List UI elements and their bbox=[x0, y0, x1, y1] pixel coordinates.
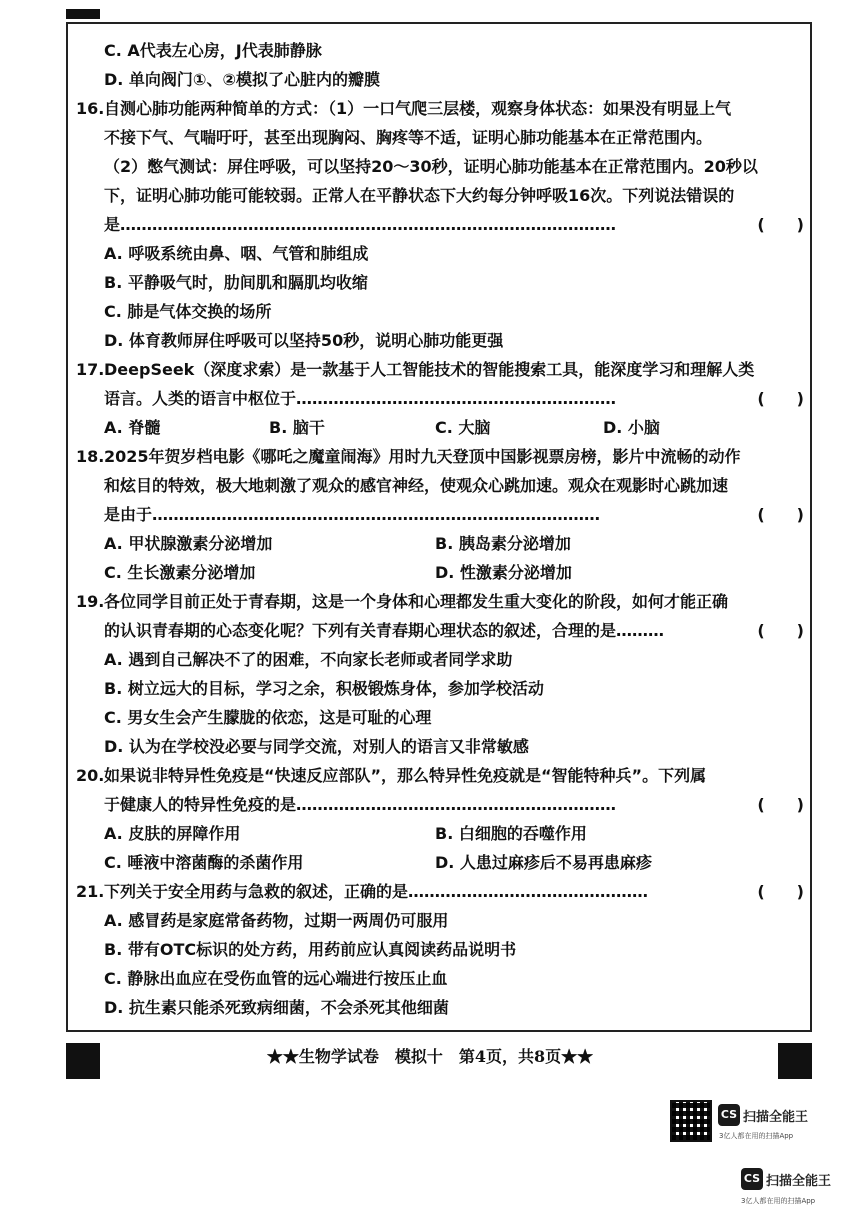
question-number: 17. bbox=[76, 360, 105, 379]
options-row bbox=[104, 848, 804, 877]
options-row bbox=[104, 529, 804, 558]
answer-bracket: ( ) bbox=[757, 215, 804, 234]
options-row bbox=[104, 558, 804, 587]
question-number: 21. bbox=[76, 882, 105, 901]
option-b: B. 白细胞的吞噬作用 bbox=[435, 824, 587, 843]
question-text: （2）憋气测试：屏住呼吸，可以坚持20～30秒，证明心肺功能基本在正常范围内。20秒以 bbox=[104, 157, 758, 176]
option-a: A. 脊髓 bbox=[104, 418, 161, 437]
question-text: 各位同学目前正处于青春期，这是一个身体和心理都发生重大变化的阶段，如何才能正确 bbox=[104, 592, 729, 611]
option-d: D. 性激素分泌增加 bbox=[435, 563, 572, 582]
prev-option-c: C. A代表左心房，J代表肺静脉 bbox=[104, 41, 322, 60]
option-c: C. 唾液中溶菌酶的杀菌作用 bbox=[104, 853, 304, 872]
top-registration-mark bbox=[66, 9, 100, 19]
question-21 bbox=[76, 877, 804, 1022]
option-a: A. 呼吸系统由鼻、咽、气管和肺组成 bbox=[104, 244, 369, 263]
scanner-tagline-watermark: 3亿人都在用的扫描App bbox=[741, 1197, 816, 1205]
question-number: 18. bbox=[76, 447, 105, 466]
question-text: 的认识青春期的心态变化呢？下列有关青春期心理状态的叙述，合理的是……… bbox=[104, 621, 665, 640]
question-20 bbox=[76, 761, 804, 877]
option-c: C. 肺是气体交换的场所 bbox=[104, 302, 272, 321]
scanner-logo: CS bbox=[718, 1104, 740, 1126]
exam-content bbox=[76, 36, 804, 1022]
question-text: 2025年贺岁档电影《哪吒之魔童闹海》用时九天登顶中国影视票房榜，影片中流畅的动作 bbox=[104, 447, 741, 466]
option-b: B. 带有OTC标识的处方药，用药前应认真阅读药品说明书 bbox=[104, 940, 517, 959]
question-text: 语言。人类的语言中枢位于…………………………………………………… bbox=[104, 389, 617, 408]
option-a: A. 遇到自己解决不了的困难，不向家长老师或者同学求助 bbox=[104, 650, 513, 669]
answer-bracket: ( ) bbox=[757, 882, 804, 901]
question-text: 是………………………………………………………………………………… bbox=[104, 215, 616, 234]
question-text: 和炫目的特效，极大地刺激了观众的感官神经，使观众心跳加速。观众在观影时心跳加速 bbox=[104, 476, 729, 495]
question-text: 下，证明心肺功能可能较弱。正常人在平静状态下大约每分钟呼吸16次。下列说法错误的 bbox=[104, 186, 735, 205]
prev-option-d: D. 单向阀门①、②模拟了心脏内的瓣膜 bbox=[104, 70, 381, 89]
option-d: D. 体育教师屏住呼吸可以坚持50秒，说明心肺功能更强 bbox=[104, 331, 504, 350]
scanner-brand: 扫描全能王 bbox=[743, 1110, 809, 1125]
question-16 bbox=[76, 94, 804, 355]
scanner-tagline: 3亿人都在用的扫描App bbox=[719, 1132, 794, 1140]
question-text: 如果说非特异性免疫是“快速反应部队”，那么特异性免疫就是“智能特种兵”。下列属 bbox=[104, 766, 707, 785]
qr-code bbox=[670, 1100, 712, 1142]
question-text: 不接下气、气喘吁吁，甚至出现胸闷、胸疼等不适，证明心肺功能基本在正常范围内。 bbox=[104, 128, 713, 147]
question-text: 自测心肺功能两种简单的方式：（1）一口气爬三层楼，观察身体状态：如果没有明显上气 bbox=[104, 99, 732, 118]
question-text: 是由于………………………………………………………………………… bbox=[104, 505, 601, 524]
question-text: 于健康人的特异性免疫的是…………………………………………………… bbox=[104, 795, 617, 814]
question-text: 下列关于安全用药与急救的叙述，正确的是……………………………………… bbox=[104, 882, 649, 901]
option-a: A. 感冒药是家庭常备药物，过期一两周仍可服用 bbox=[104, 911, 449, 930]
option-c: C. 生长激素分泌增加 bbox=[104, 563, 256, 582]
options-row bbox=[104, 413, 804, 442]
question-17 bbox=[76, 355, 804, 442]
option-c: C. 静脉出血应在受伤血管的远心端进行按压止血 bbox=[104, 969, 448, 988]
options-row bbox=[104, 819, 804, 848]
question-number: 19. bbox=[76, 592, 105, 611]
option-c: C. 大脑 bbox=[435, 418, 491, 437]
option-b: B. 平静吸气时，肋间肌和膈肌均收缩 bbox=[104, 273, 368, 292]
question-number: 16. bbox=[76, 99, 105, 118]
option-d: D. 认为在学校没必要与同学交流，对别人的语言又非常敏感 bbox=[104, 737, 529, 756]
question-number: 20. bbox=[76, 766, 105, 785]
answer-bracket: ( ) bbox=[757, 505, 804, 524]
answer-bracket: ( ) bbox=[757, 795, 804, 814]
option-a: A. 甲状腺激素分泌增加 bbox=[104, 534, 273, 553]
option-a: A. 皮肤的屏障作用 bbox=[104, 824, 241, 843]
option-b: B. 胰岛素分泌增加 bbox=[435, 534, 571, 553]
scanner-logo-watermark: CS bbox=[741, 1168, 763, 1190]
option-d: D. 人患过麻疹后不易再患麻疹 bbox=[435, 853, 652, 872]
answer-bracket: ( ) bbox=[757, 621, 804, 640]
page-footer: ★★生物学试卷 模拟十 第4页，共8页★★ bbox=[266, 1047, 594, 1066]
answer-bracket: ( ) bbox=[757, 389, 804, 408]
scanner-brand-watermark: 扫描全能王 bbox=[766, 1174, 832, 1189]
question-text: DeepSeek（深度求索）是一款基于人工智能技术的智能搜索工具，能深度学习和理解人类 bbox=[104, 360, 755, 379]
option-d: D. 抗生素只能杀死致病细菌，不会杀死其他细菌 bbox=[104, 998, 449, 1017]
option-c: C. 男女生会产生朦胧的依恋，这是可耻的心理 bbox=[104, 708, 432, 727]
question-18 bbox=[76, 442, 804, 587]
question-19 bbox=[76, 587, 804, 761]
option-d: D. 小脑 bbox=[603, 418, 660, 437]
option-b: B. 树立远大的目标，学习之余，积极锻炼身体，参加学校活动 bbox=[104, 679, 544, 698]
option-b: B. 脑干 bbox=[269, 418, 325, 437]
